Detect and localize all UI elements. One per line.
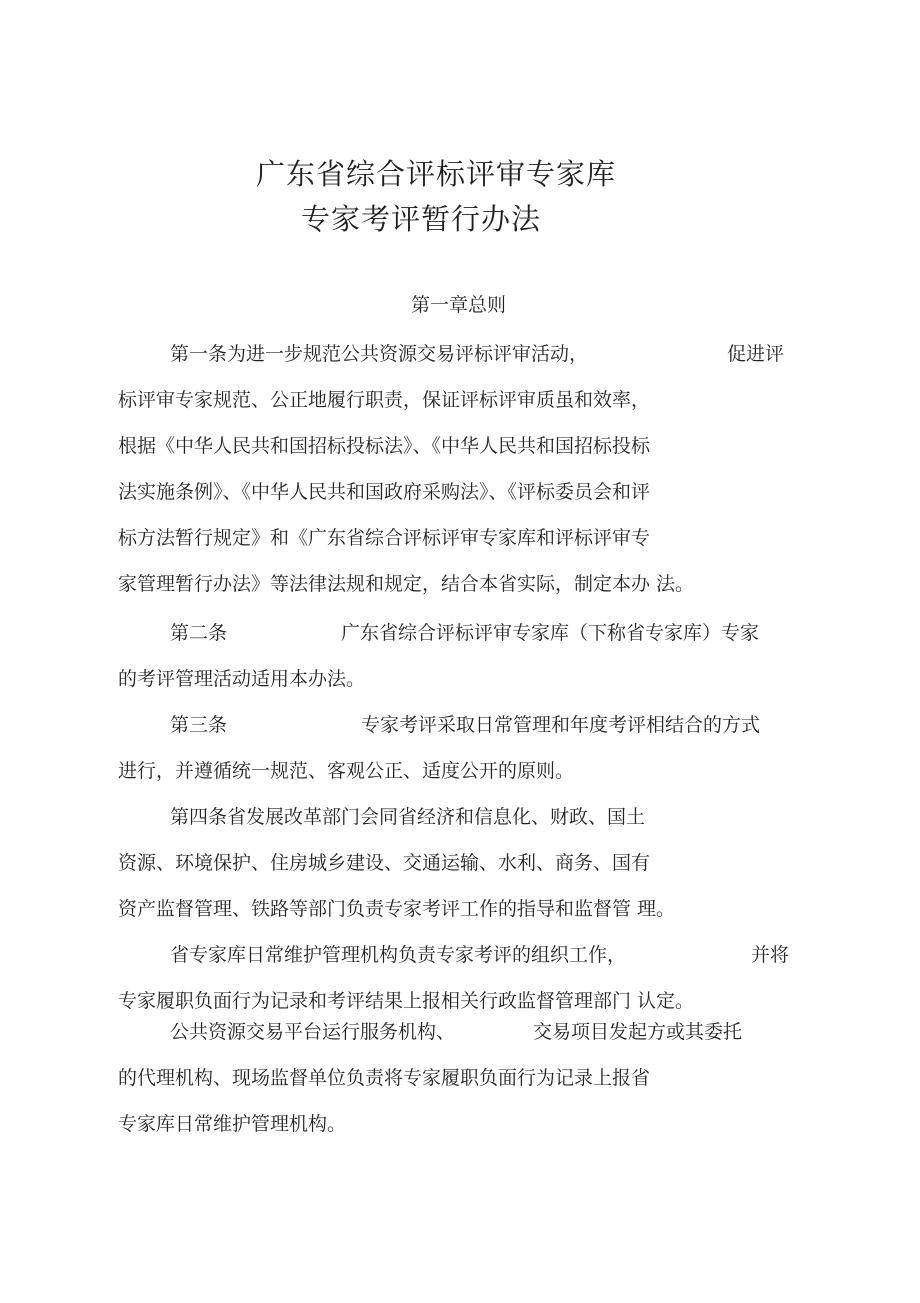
article-2-line-1: 广东省综合评标评审专家库（下称省专家库）专家 bbox=[341, 622, 760, 644]
article-2-line-2: 的考评管理活动适用本办法。 bbox=[118, 668, 366, 690]
article-1-line-1a: 第一条为进一步规范公共资源交易评标评审活动， bbox=[170, 343, 589, 365]
maintenance-line-1a: 省专家库日常维护管理机构负责专家考评的组织工作， bbox=[170, 944, 627, 966]
platform-line-3: 专家库日常维护管理机构。 bbox=[118, 1113, 347, 1135]
article-3-line-1: 专家考评采取日常管理和年度考评相结合的方式 bbox=[361, 714, 761, 736]
article-4-line-3: 资产监督管理、铁路等部门负责专家考评工作的指导和监督管 理。 bbox=[118, 898, 676, 920]
article-1-line-6: 家管理暂行办法》等法律法规和规定，结合本省实际，制定本办 法。 bbox=[118, 573, 695, 595]
article-3-label: 第三条 bbox=[170, 714, 228, 736]
document-title-line-1: 广东省综合评标评审专家库 bbox=[256, 157, 617, 191]
article-1-line-2: 标评审专家规范、公正地履行职责，保证评标评审质虽和效率， bbox=[118, 389, 651, 411]
platform-line-2: 的代理机构、现场监督单位负责将专家履职负面行为记录上报省 bbox=[118, 1067, 651, 1089]
article-1-line-3: 根据《中华人民共和国招标投标法》、《中华人民共和国招标投标 bbox=[118, 435, 651, 457]
article-4-line-1: 第四条省发展改革部门会同省经济和信息化、财政、国土 bbox=[170, 806, 646, 828]
article-3-line-2: 进行，并遵循统一规范、客观公正、适度公开的原则。 bbox=[118, 760, 575, 782]
article-1-line-4: 法实施条例》、《中华人民共和国政府采购法》、《评标委员会和评 bbox=[118, 481, 651, 503]
document-title-line-2: 专家考评暂行办法 bbox=[301, 202, 542, 236]
article-1-line-1b: 促进评 bbox=[727, 343, 785, 365]
platform-line-1b: 交易项目发起方或其委托 bbox=[533, 1021, 743, 1043]
platform-line-1a: 公共资源交易平台运行服务机构、 bbox=[170, 1021, 456, 1043]
article-4-line-2: 资源、环境保护、住房城乡建设、交通运输、水利、商务、国有 bbox=[118, 852, 651, 874]
chapter-heading: 第一章总则 bbox=[411, 294, 507, 316]
maintenance-line-2: 专家履职负面行为记录和考评结果上报相关行政监督管理部门 认定。 bbox=[118, 990, 695, 1012]
article-2-label: 第二条 bbox=[170, 622, 228, 644]
article-1-line-5: 标方法暂行规定》和《广东省综合评标评审专家库和评标评审专 bbox=[118, 527, 651, 549]
maintenance-line-1b: 并将 bbox=[751, 944, 790, 966]
